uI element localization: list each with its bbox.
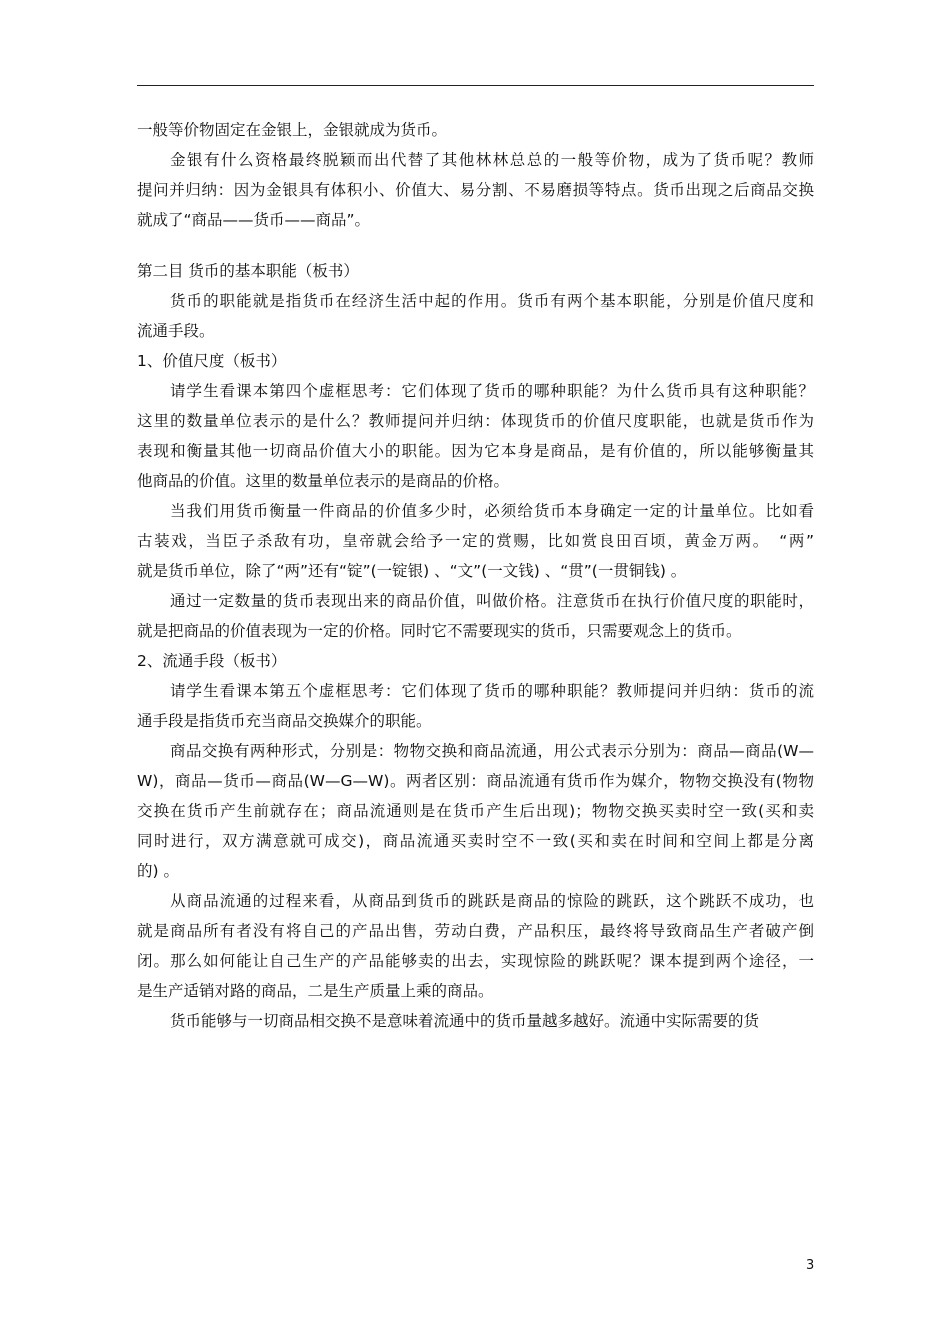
paragraph-line: 闭。那么如何能让自己生产的产品能够卖的出去，实现惊险的跳跃呢？课本提到两个途径，一: [137, 952, 814, 970]
paragraph-line: 请学生看课本第五个虚框思考：它们体现了货币的哪种职能？教师提问并归纳：货币的流: [170, 682, 814, 700]
paragraph-line: 是生产适销对路的商品，二是生产质量上乘的商品。: [137, 982, 494, 1000]
paragraph-line: 通过一定数量的货币表现出来的商品价值，叫做价格。注意货币在执行价值尺度的职能时，: [170, 592, 814, 610]
paragraph-line: 表现和衡量其他一切商品价值大小的职能。因为它本身是商品，是有价值的，所以能够衡量其: [137, 442, 814, 460]
paragraph-line: 请学生看课本第四个虚框思考：它们体现了货币的哪种职能？为什么货币具有这种职能？: [170, 382, 814, 400]
subsection-heading: 1、价值尺度（板书）: [137, 352, 287, 370]
paragraph-line: 商品交换有两种形式，分别是：物物交换和商品流通，用公式表示分别为：商品—商品(W—: [170, 742, 814, 760]
paragraph-line: 就是把商品的价值表现为一定的价格。同时它不需要现实的货币，只需要观念上的货币。: [137, 622, 742, 640]
section-heading: 第二目 货币的基本职能（板书）: [137, 262, 359, 280]
paragraph-line: 同时进行，双方满意就可成交)，商品流通买卖时空不一致(买和卖在时间和空间上都是分离: [137, 832, 814, 850]
paragraph-line: 当我们用货币衡量一件商品的价值多少时，必须给货币本身确定一定的计量单位。比如看: [170, 502, 814, 520]
paragraph-line: 就是商品所有者没有将自己的产品出售，劳动白费，产品积压，最终将导致商品生产者破产倒: [137, 922, 814, 940]
paragraph-line: 古装戏，当臣子杀敌有功，皇帝就会给予一定的赏赐，比如赏良田百顷，黄金万两。 “两”: [137, 532, 814, 550]
paragraph-line: 一般等价物固定在金银上，金银就成为货币。: [137, 121, 448, 139]
paragraph-line: 就成了“商品——货币——商品”。: [137, 211, 371, 229]
paragraph-line: 就是货币单位，除了“两”还有“锭”(一锭银) 、“文”(一文钱) 、“贯”(一贯铜钱) 。: [137, 562, 687, 580]
paragraph-line: 的) 。: [137, 862, 179, 880]
page-number: 3: [806, 1258, 815, 1273]
paragraph-line: 这里的数量单位表示的是什么？教师提问并归纳：体现货币的价值尺度职能，也就是货币作为: [137, 412, 814, 430]
paragraph-line: 从商品流通的过程来看，从商品到货币的跳跃是商品的惊险的跳跃，这个跳跃不成功，也: [170, 892, 814, 910]
paragraph-line: 他商品的价值。这里的数量单位表示的是商品的价格。: [137, 472, 510, 490]
paragraph-line: 通手段是指货币充当商品交换媒介的职能。: [137, 712, 432, 730]
document-body: [137, 115, 814, 1036]
subsection-heading: 2、流通手段（板书）: [137, 652, 287, 670]
paragraph-line: 货币能够与一切商品相交换不是意味着流通中的货币量越多越好。流通中实际需要的货: [170, 1012, 760, 1030]
paragraph-line: 货币的职能就是指货币在经济生活中起的作用。货币有两个基本职能，分别是价值尺度和: [170, 292, 814, 310]
paragraph-line: 金银有什么资格最终脱颖而出代替了其他林林总总的一般等价物，成为了货币呢？教师: [170, 151, 814, 169]
paragraph-line: 交换在货币产生前就存在；商品流通则是在货币产生后出现)；物物交换买卖时空一致(买和卖: [137, 802, 814, 820]
header-rule: [137, 85, 814, 86]
paragraph-line: 流通手段。: [137, 322, 215, 340]
paragraph-line: W)，商品—货币—商品(W—G—W)。两者区别：商品流通有货币作为媒介，物物交换没有(物物: [137, 772, 814, 790]
paragraph-line: 提问并归纳：因为金银具有体积小、价值大、易分割、不易磨损等特点。货币出现之后商品交换: [137, 181, 814, 199]
